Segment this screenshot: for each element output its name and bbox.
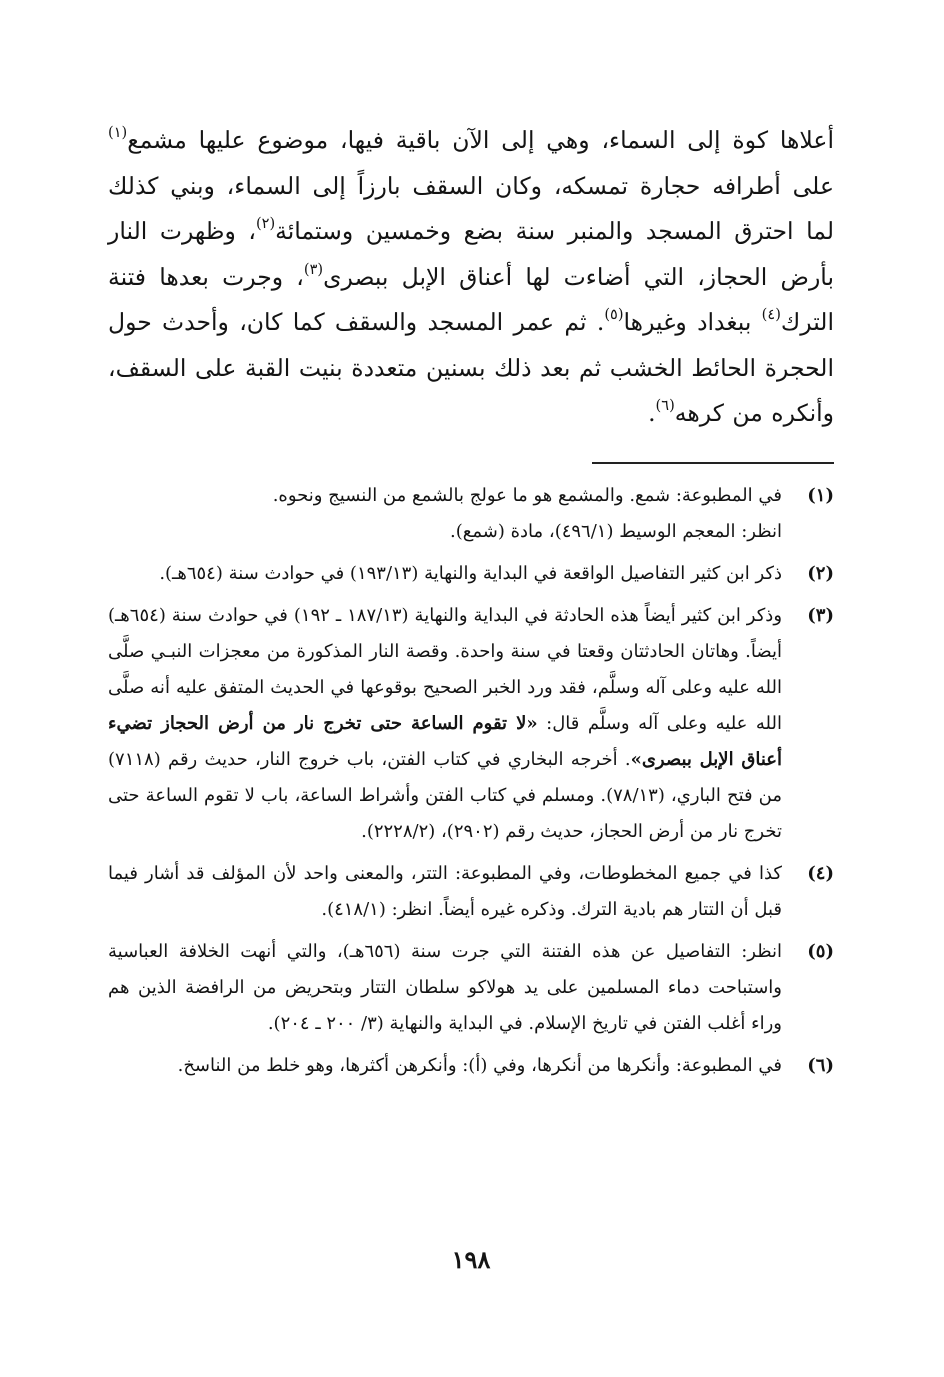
main-text-segment: على أطرافه حجارة تمسكه، وكان السقف بارزاً إلى السماء، وبني كذلك لما احترق المسجد والمنبر سنة بضع وخمسين وستمائة <box>108 171 834 245</box>
footnote-text-segment: . أخرجه البخاري في كتاب الفتن، باب خروج النار، حديث رقم (٧١١٨) من فتح الباري، (٧٨/١٣). ومسلم في كتاب الفتن وأشراط الساعة، باب لا تقوم الساعة حتى تخرج نار من أرض الحجاز، حديث رقم (٢٩٠٢)، (٢٢٢٨/٢). <box>108 749 782 842</box>
footnote-reference[interactable]: (٤) <box>761 306 781 323</box>
footnote-body <box>108 934 782 1042</box>
footnote-item <box>108 856 834 928</box>
footnote-item <box>108 478 834 550</box>
main-text-segment: ، وظهرت النار بأرض الحجاز، التي أضاءت لها أعناق الإبل ببصرى <box>108 217 834 291</box>
footnotes-section <box>108 478 834 1090</box>
main-text-segment: أعلاها كوة إلى السماء، وهي إلى الآن باقية فيها، موضوع عليها مشمع <box>127 126 834 154</box>
main-text-segment: ، وجرت بعدها فتنة الترك <box>108 262 834 336</box>
footnote-number: (١) <box>807 485 834 506</box>
main-text-segment: . <box>648 399 656 427</box>
footnote-text-segment: وذكر ابن كثير أيضاً هذه الحادثة في البداية والنهاية (١٨٧/١٣ ـ ١٩٢) في حوادث سنة (٦٥٤هـ) أيضاً. وهاتان الحادثتان وقعتا في سنة واحدة. وقصة النار المذكورة من معجزات النبـي صلَّى الله عليه وعلى آله وسلَّم، فقد ورد الخبر الصحيح بوقوعها في الحديث المتفق عليه أنه صلَّى الله عليه وعلى آله وسلَّم قال: <box>108 605 783 734</box>
main-text-segment: ببغداد وغيرها <box>623 308 762 336</box>
footnote-text: انظر: التفاصيل عن هذه الفتنة التي جرت سنة (٦٥٦هـ)، والتي أنهت الخلافة العباسية واستباحت دماء المسلمين على يد هولاكو سلطان التتار وبتحريض من الرافضة الذين هم وراء أغلب الفتن في تاريخ الإسلام. في البداية والنهاية (٣/ ٢٠٠ ـ ٢٠٤). <box>108 941 782 1034</box>
main-text-segment: . ثم عمر المسجد والسقف كما كان، وأحدث حول الحجرة الحائط الخشب ثم بعد ذلك بسنين متعددة بنيت القبة على السقف، وأنكره من كرهه <box>108 308 834 427</box>
footnote-reference[interactable]: (٥) <box>604 306 624 323</box>
footnote-item <box>108 598 834 850</box>
footnote-body <box>108 556 782 592</box>
main-paragraph <box>108 118 834 437</box>
footnote-number: (٢) <box>807 563 834 584</box>
page-number: ١٩٨ <box>451 1245 491 1274</box>
footnote-item <box>108 556 834 592</box>
hadith-quote: «لا تقوم الساعة حتى تخرج نار من أرض الحجاز تضيء أعناق الإبل ببصرى» <box>108 713 782 770</box>
footnote-text: كذا في جميع المخطوطات، وفي المطبوعة: التتر، والمعنى واحد لأن المؤلف قد أشار فيما قبل أن التتار هم بادية الترك. وذكره غيره أيضاً. انظر: (٤١٨/١). <box>108 863 782 920</box>
footnote-reference[interactable]: (٢) <box>255 215 276 232</box>
footnote-number: (٣) <box>807 605 834 626</box>
footnote-text: انظر: المعجم الوسيط (٤٩٦/١)، مادة (شمع). <box>450 521 782 542</box>
footnote-body <box>108 856 782 928</box>
footnote-text: في المطبوعة: وأنكرها من أنكرها، وفي (أ): وأنكرهن أكثرها، وهو خلط من الناسخ. <box>177 1055 782 1076</box>
footnote-text <box>108 598 782 850</box>
footnote-reference[interactable]: (٣) <box>303 260 324 278</box>
footnote-text: في المطبوعة: شمع. والمشمع هو ما عولج بالشمع من النسيج ونحوه. <box>272 485 782 506</box>
footnote-item <box>108 1048 834 1084</box>
footnote-item <box>108 934 834 1042</box>
footnote-reference[interactable]: (٦) <box>655 397 675 414</box>
book-page <box>108 118 834 1358</box>
footnote-text: ذكر ابن كثير التفاصيل الواقعة في البداية والنهاية (١٩٣/١٣) في حوادث سنة (٦٥٤هـ). <box>159 563 782 584</box>
footnote-number: (٥) <box>807 941 834 962</box>
footnote-reference[interactable]: (١) <box>108 124 128 141</box>
footnote-body <box>108 1048 782 1084</box>
footnote-number: (٤) <box>807 863 834 884</box>
footnote-separator <box>592 462 834 464</box>
footnote-body <box>108 478 782 550</box>
footnote-number: (٦) <box>807 1055 834 1076</box>
footnote-body <box>108 598 782 850</box>
